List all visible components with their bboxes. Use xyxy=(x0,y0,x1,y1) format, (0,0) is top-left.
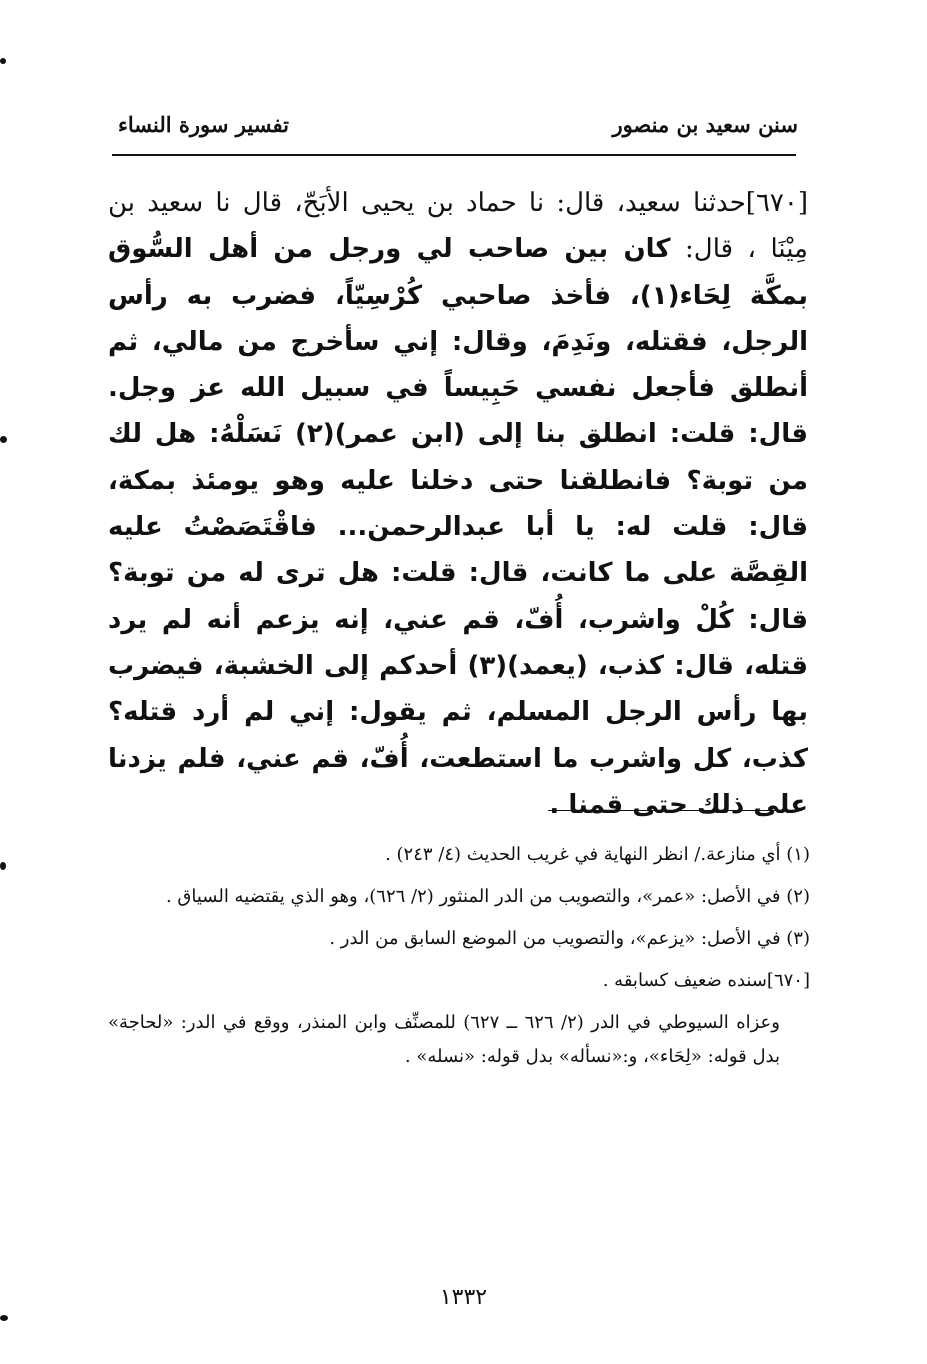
footnotes-section xyxy=(108,838,810,1074)
hadith-isnad: حدثنا سعيد، قال: نا حماد بن يحيى الأبَحّ، قال نا سعيد بن مِيْنَا ، قال: xyxy=(108,188,808,265)
footnote-divider xyxy=(548,810,802,811)
hadith-number: [٦٧٠] xyxy=(745,188,808,218)
footnote-1: (١) أي منازعة./ انظر النهاية في غريب الحديث (٤/ ٢٤٣) . xyxy=(385,844,810,865)
running-header xyxy=(118,112,798,146)
takhrij-attribution: وعزاه السيوطي في الدر (٢/ ٦٢٦ ــ ٦٢٧) للمصنِّف وابن المنذر، ووقع في الدر: «لحاجة» بدل قوله: «لِحَاء»، و:«نسأله» بدل قوله: «نسله» . xyxy=(108,1012,780,1067)
hadith-text xyxy=(108,180,808,828)
footnote-3: (٣) في الأصل: «يزعم»، والتصويب من الموضع السابق من الدر . xyxy=(329,928,810,949)
scan-mark-bottom xyxy=(0,1315,8,1321)
page-number: ١٣٣٢ xyxy=(439,1285,488,1310)
takhrij-grading: [٦٧٠]سنده ضعيف كسابقه . xyxy=(602,970,810,991)
header-divider xyxy=(112,154,796,156)
chapter-title: تفسير سورة النساء xyxy=(118,112,289,137)
scan-mark-middle xyxy=(0,436,7,443)
footnote-2: (٢) في الأصل: «عمر»، والتصويب من الدر المنثور (٢/ ٦٢٦)، وهو الذي يقتضيه السياق . xyxy=(165,886,810,907)
hadith-matn: كان بين صاحب لي ورجل من أهل السُّوق بمكَّة لِحَاء(١)، فأخذ صاحبي كُرْسِيّاً، فضرب به رأس الرجل، فقتله، ونَدِمَ، وقال: إني سأخرج من مالي، ثم أنطلق فأجعل نفسي حَبِيساً في سبيل الله عز وجل. قال: قلت: انطلق بنا إلى (ابن عمر)(٢) نَسَلْهُ: هل لك من توبة؟ فانطلقنا حتى دخلنا عليه وهو يومئذ بمكة، قال: قلت له: يا أبا عبدالرحمن... فاقْتَصَصْتُ عليه القِصَّة على ما كانت، قال: قلت: هل ترى له من توبة؟ قال: كُلْ واشرب، أُفّ، قم عني، إنه يزعم أنه لم يرد قتله، قال: كذب، (يعمد)(٣) أحدكم إلى الخشبة، فيضرب بها رأس الرجل المسلم، ثم يقول: إني لم أرد قتله؟ كذب، كل واشرب ما استطعت، أُفّ، قم عني، فلم يزدنا على ذلك حتى قمنا . xyxy=(108,234,808,820)
book-title: سنن سعيد بن منصور xyxy=(612,112,798,137)
scan-mark-lower xyxy=(0,862,6,870)
scan-mark-top xyxy=(0,58,6,64)
